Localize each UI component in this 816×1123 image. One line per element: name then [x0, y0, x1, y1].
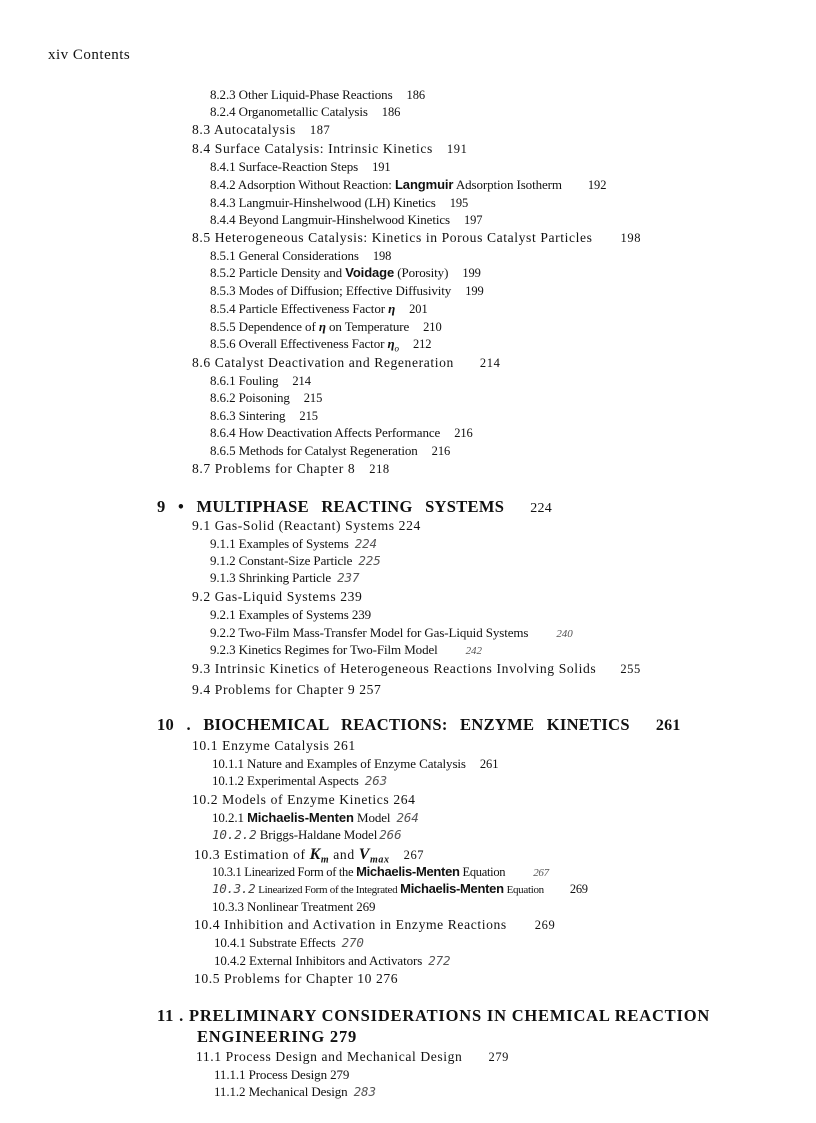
toc-entry: 8.6 Catalyst Deactivation and Regeneration 214 — [192, 355, 501, 370]
toc-entry: 8.4.2 Adsorption Without Reaction: Langmuir Adsorption Isotherm 192 — [210, 177, 607, 192]
toc-entry: 8.5.6 Overall Effectiveness Factor $\eta_o$ 212 — [210, 336, 432, 354]
toc-entry: 9.3 Intrinsic Kinetics of Heterogeneous Reactions Involving Solids 255 — [192, 661, 641, 676]
toc-entry: 10.4.1 Substrate Effects 270 — [214, 935, 364, 950]
toc-entry: 11.1 Process Design and Mechanical Design 279 — [196, 1049, 510, 1064]
toc-entry: 9.2.2 Two-Film Mass-Transfer Model for Gas-Liquid Systems 240 — [210, 625, 573, 640]
toc-entry: 9.2 Gas-Liquid Systems 239 — [192, 589, 363, 604]
chapter-heading: 11 . PRELIMINARY CONSIDERATIONS IN CHEMICAL REACTION — [157, 1006, 711, 1025]
toc-entry: 10.4.2 External Inhibitors and Activators 272 — [214, 953, 451, 968]
toc-entry: 8.5.1 General Considerations 198 — [210, 248, 392, 263]
toc-entry: 8.5 Heterogeneous Catalysis: Kinetics in Porous Catalyst Particles 198 — [192, 230, 642, 245]
toc-entry: 10.3.3 Nonlinear Treatment 269 — [212, 899, 376, 914]
toc-entry: 11.1.2 Mechanical Design 283 — [214, 1084, 376, 1099]
toc-entry: 8.6.5 Methods for Catalyst Regeneration 216 — [210, 443, 451, 458]
toc-entry: 10.2 Models of Enzyme Kinetics 264 — [192, 792, 416, 807]
toc-entry: 11.1.1 Process Design 279 — [214, 1067, 350, 1082]
toc-entry: 10.1 Enzyme Catalysis 261 — [192, 738, 356, 753]
toc-entry: 9.2.3 Kinetics Regimes for Two-Film Model 242 — [210, 642, 482, 657]
toc-entry: 9.1.1 Examples of Systems 224 — [210, 536, 377, 551]
toc-entry: 10.3 Estimation of $K_m$ and $V_{max}$ 267 — [194, 846, 425, 866]
toc-entry: 9.4 Problems for Chapter 9 257 — [192, 682, 382, 697]
toc-entry: 10.1.1 Nature and Examples of Enzyme Catalysis 261 — [212, 756, 499, 771]
toc-entry: 8.5.5 Dependence of η on Temperature 210 — [210, 319, 442, 334]
toc-entry: 8.6.3 Sintering 215 — [210, 408, 318, 423]
toc-entry: 8.6.4 How Deactivation Affects Performance 216 — [210, 425, 473, 440]
toc-entry: 8.4 Surface Catalysis: Intrinsic Kinetics 191 — [192, 141, 468, 156]
toc-entry: 8.2.4 Organometallic Catalysis 186 — [210, 104, 401, 119]
toc-entry: 8.6.1 Fouling 214 — [210, 373, 311, 388]
toc-entry: 8.3 Autocatalysis 187 — [192, 122, 331, 137]
toc-entry: 10.3.1 Linearized Form of the Michaelis-Menten Equation 267 — [212, 864, 549, 879]
toc-entry: 10.2.1 Michaelis-Menten Model 264 — [212, 810, 419, 825]
toc-entry: 9.2.1 Examples of Systems 239 — [210, 607, 372, 622]
page-header: xiv Contents — [48, 47, 131, 63]
toc-entry: 9.1.3 Shrinking Particle 237 — [210, 570, 360, 585]
toc-entry: 10.5 Problems for Chapter 10 276 — [194, 971, 399, 986]
toc-entry: 8.4.3 Langmuir-Hinshelwood (LH) Kinetics 195 — [210, 195, 469, 210]
toc-entry: 8.2.3 Other Liquid-Phase Reactions 186 — [210, 87, 425, 102]
toc-entry: 8.6.2 Poisoning 215 — [210, 390, 323, 405]
chapter-heading: 9 • MULTIPHASE REACTING SYSTEMS 224 — [157, 497, 553, 516]
toc-entry: 10.3.2 Linearized Form of the Integrated Michaelis-Menten Equation 269 — [212, 881, 588, 896]
toc-entry: 8.5.3 Modes of Diffusion; Effective Diffusivity 199 — [210, 283, 484, 298]
chapter-heading: ENGINEERING 279 — [197, 1027, 358, 1046]
toc-entry: 10.2.2 Briggs-Haldane Model 266 — [212, 827, 402, 842]
toc-entry: 8.4.4 Beyond Langmuir-Hinshelwood Kinetics 197 — [210, 212, 483, 227]
toc-entry: 8.5.2 Particle Density and Voidage (Porosity) 199 — [210, 265, 481, 280]
toc-entry: 8.7 Problems for Chapter 8 218 — [192, 461, 390, 476]
toc-entry: 8.4.1 Surface-Reaction Steps 191 — [210, 159, 391, 174]
toc-entry: 10.4 Inhibition and Activation in Enzyme Reactions 269 — [194, 917, 556, 932]
toc-entry: 10.1.2 Experimental Aspects 263 — [212, 773, 388, 788]
toc-entry: 8.5.4 Particle Effectiveness Factor η 201 — [210, 301, 428, 316]
chapter-heading: 10 . BIOCHEMICAL REACTIONS: ENZYME KINETICS 261 — [157, 715, 681, 734]
toc-entry: 9.1 Gas-Solid (Reactant) Systems 224 — [192, 518, 421, 533]
toc-entry: 9.1.2 Constant-Size Particle 225 — [210, 553, 381, 568]
